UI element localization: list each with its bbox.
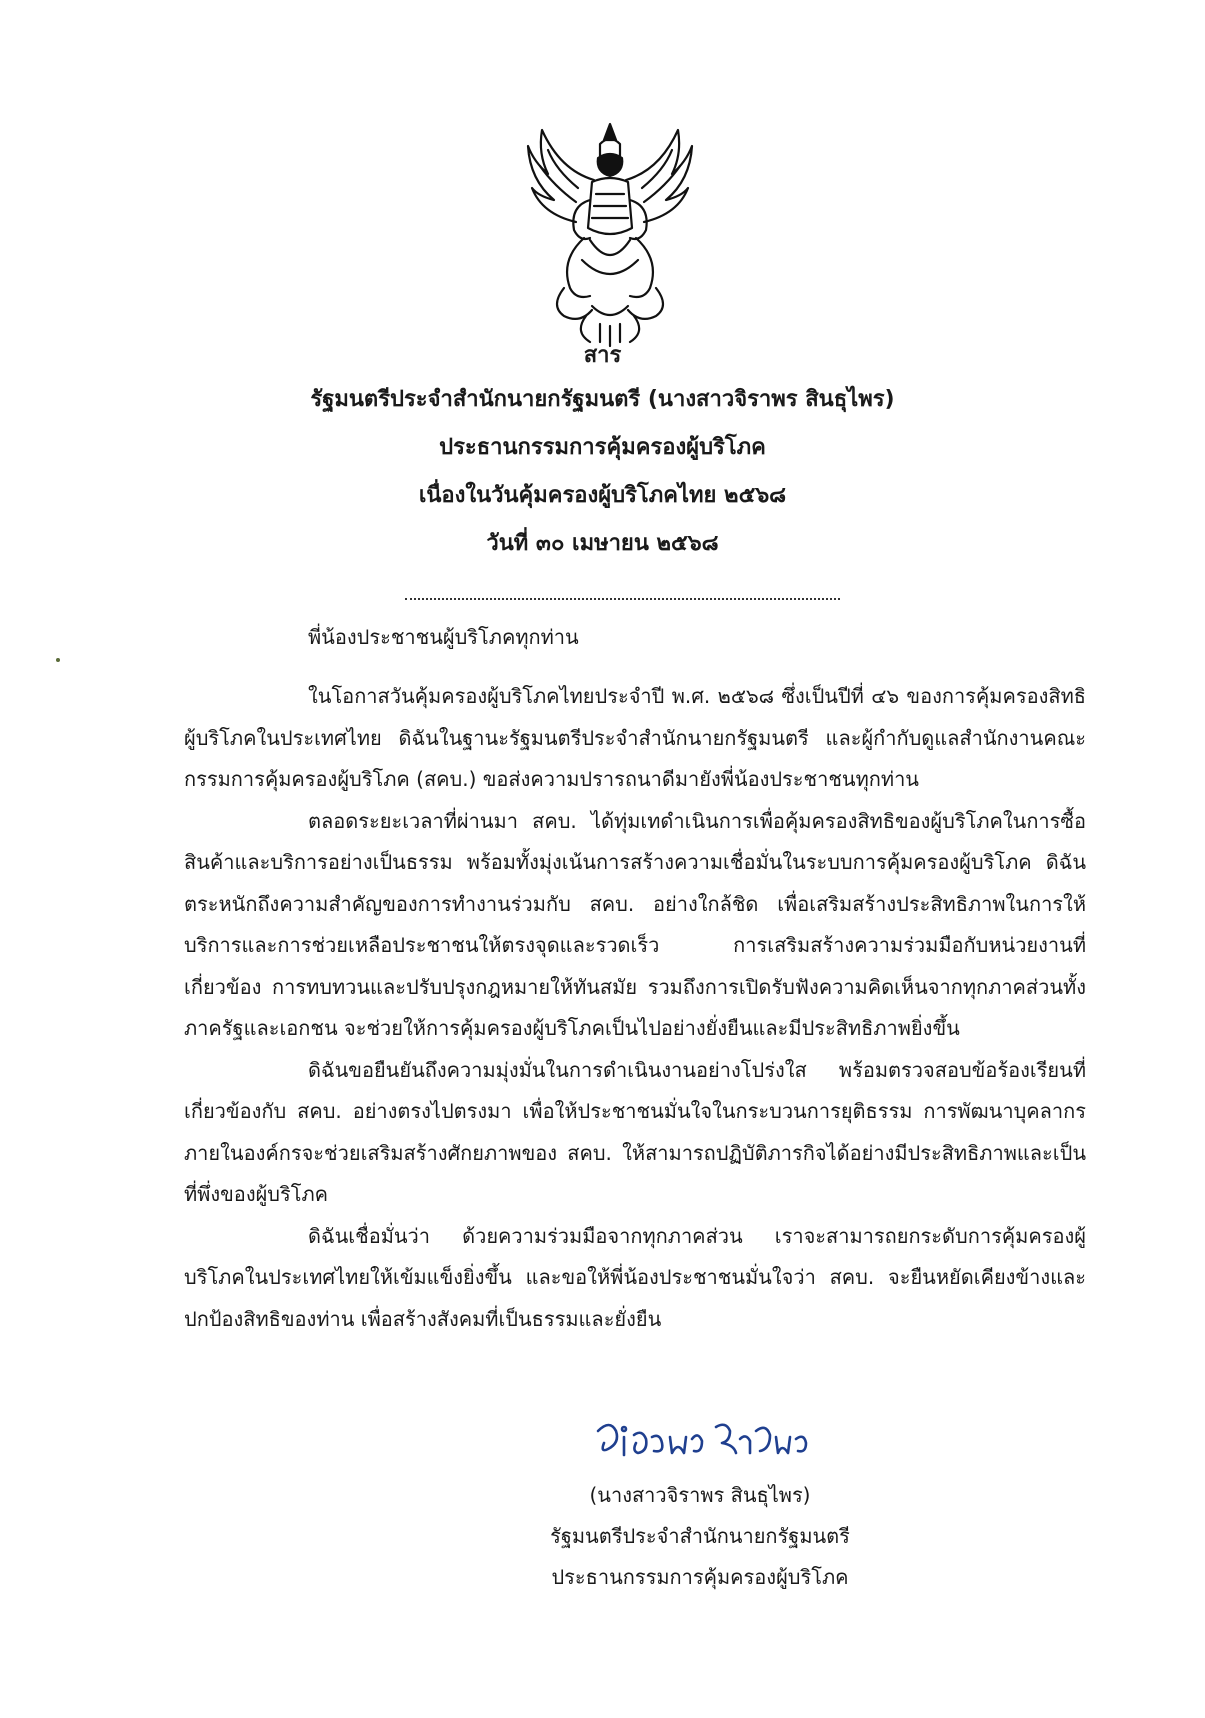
dotted-divider	[405, 598, 840, 600]
document-heading	[0, 336, 1205, 568]
heading-date: วันที่ ๓๐ เมษายน ๒๕๖๘	[486, 531, 719, 556]
paragraph-2: ตลอดระยะเวลาที่ผ่านมา สคบ. ได้ทุ่มเทดำเนินการเพื่อคุ้มครองสิทธิของผู้บริโภคในการซื้อสินค้าและบริการอย่างเป็นธรรม พร้อมทั้งมุ่งเน้นการสร้างความเชื่อมั่นในระบบการคุ้มครองผู้บริโภค ดิฉันตระหนักถึงความสำคัญของการทำงานร่วมกับ สคบ. อย่างใกล้ชิด เพื่อเสริมสร้างประสิทธิภาพในการให้บริการและการช่วยเหลือประชาชนให้ตรงจุดและรวดเร็ว การเสริมสร้างความร่วมมือกับหน่วยงานที่เกี่ยวข้อง การทบทวนและปรับปรุงกฎหมายให้ทันสมัย รวมถึงการเปิดรับฟังความคิดเห็นจากทุกภาคส่วนทั้งภาครัฐและเอกชน จะช่วยให้การคุ้มครองผู้บริโภคเป็นไปอย่างยั่งยืนและมีประสิทธิภาพยิ่งขึ้น	[184, 808, 1086, 1040]
heading-occasion: เนื่องในวันคุ้มครองผู้บริโภคไทย ๒๕๖๘	[418, 483, 787, 508]
message-body	[184, 676, 1086, 1340]
heading-title: สาร	[583, 343, 622, 368]
signature-block	[530, 1475, 870, 1598]
salutation: พี่น้องประชาชนผู้บริโภคทุกท่าน	[308, 625, 579, 649]
signer-position-2: ประธานกรรมการคุ้มครองผู้บริโภค	[551, 1565, 849, 1589]
heading-committee: ประธานกรรมการคุ้มครองผู้บริโภค	[439, 435, 766, 460]
paragraph-1: ในโอกาสวันคุ้มครองผู้บริโภคไทยประจำปี พ.ศ. ๒๕๖๘ ซึ่งเป็นปีที่ ๔๖ ของการคุ้มครองสิทธิผู้บริโภคในประเทศไทย ดิฉันในฐานะรัฐมนตรีประจำสำนักนายกรัฐมนตรี และผู้กำกับดูแลสำนักงานคณะกรรมการคุ้มครองผู้บริโภค (สคบ.) ขอส่งความปรารถนาดีมายังพี่น้องประชาชนทุกท่าน	[184, 684, 1086, 791]
heading-minister: รัฐมนตรีประจำสำนักนายกรัฐมนตรี (นางสาวจิราพร สินธุไพร)	[310, 387, 895, 412]
signer-position-1: รัฐมนตรีประจำสำนักนายกรัฐมนตรี	[550, 1524, 850, 1548]
garuda-emblem-icon	[520, 110, 700, 350]
handwritten-signature	[590, 1413, 820, 1473]
paragraph-3: ดิฉันขอยืนยันถึงความมุ่งมั่นในการดำเนินงานอย่างโปร่งใส พร้อมตรวจสอบข้อร้องเรียนที่เกี่ยวข้องกับ สคบ. อย่างตรงไปตรงมา เพื่อให้ประชาชนมั่นใจในกระบวนการยุติธรรม การพัฒนาบุคลากรภายในองค์กรจะช่วยเสริมสร้างศักยภาพของ สคบ. ให้สามารถปฏิบัติภารกิจได้อย่างมีประสิทธิภาพและเป็นที่พึ่งของผู้บริโภค	[184, 1057, 1086, 1206]
paragraph-4: ดิฉันเชื่อมั่นว่า ด้วยความร่วมมือจากทุกภาคส่วน เราจะสามารถยกระดับการคุ้มครองผู้บริโภคในประเทศไทยให้เข้มแข็งยิ่งขึ้น และขอให้พี่น้องประชาชนมั่นใจว่า สคบ. จะยืนหยัดเคียงข้างและปกป้องสิทธิของท่าน เพื่อสร้างสังคมที่เป็นธรรมและยั่งยืน	[184, 1223, 1086, 1331]
signer-name: (นางสาวจิราพร สินธุไพร)	[589, 1483, 811, 1507]
scan-speck	[56, 658, 60, 662]
